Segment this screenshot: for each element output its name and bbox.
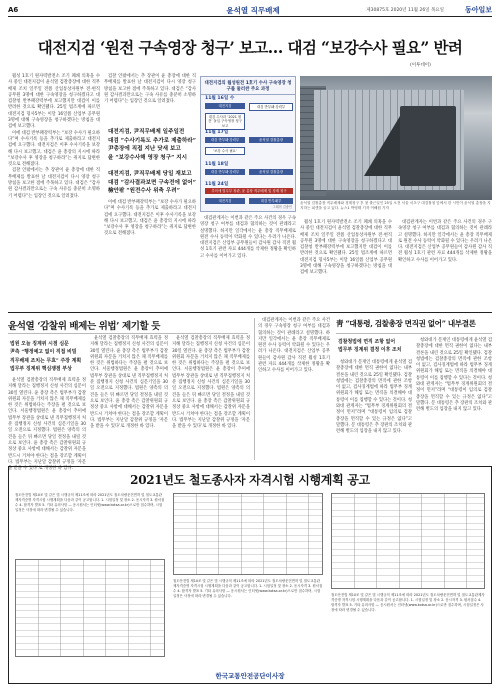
pull-quote: 대검 “감사결과보면 구속전에 없어” xyxy=(108,179,196,186)
ad-table-3 xyxy=(331,493,485,589)
ad-text-block: 철도안전법 제10조 및 같은 법 시행규칙 제11조에 따라 2021년도 철도차량운전면허 및 철도교통관제자격증명 자격시험 시행계획을 다음과 같이 공고합니다. 1. 시험일정 및 장소 2. 응시자격 3. 원서접수 4. 합격자 발표 5. 기타 유의사항 — 응시원서는 인터넷(www.kotsa.or.kr)으로만 접수하며, 시험일정은 사정에 따라 변경될 수 있습니다. xyxy=(15,493,165,512)
left-story-pull-quotes xyxy=(10,340,92,374)
graphic-box: 추미애 법무부 장관, 윤 총장 직무배제 및 징계 청구 xyxy=(205,188,293,194)
pull-quote: 법무부 징계위 핵심쟁점 부상 xyxy=(10,366,72,373)
issue-line: 제30875호 2020년 11월 26일 목요일 xyxy=(366,8,444,13)
page-number: A6 xyxy=(8,6,19,14)
pull-quote: 윤 “보강수사해 영장 청구” 지시 xyxy=(108,154,188,161)
ad-table-2 xyxy=(173,493,323,575)
top-story-col-5 xyxy=(398,220,492,308)
graphic-box: 대검 반부패부 xyxy=(249,198,293,204)
pull-quote-block-2 xyxy=(108,170,200,196)
right-story-col2-text: 청와대가 문재인 대통령에게 윤석열 검찰총장에 대한 면직 권한이 없다는 내부 결론을 내린 것으로 25일 확인됐다. 검찰청법에는 검찰총장의 면직에 관한 조항이 없고, 검사징계법에 따라 법무부 징계위원회가 해임 또는 면직을 의결해야 대통령이 이를 집행할 수 있다는 것이다. 청와대 관계자는 “법무부 징계위원회의 결정이 먼저”라며 “대통령이 임의로 검찰총장을 면직할 수 있는 규정은 없다”고 말했다. 문 대통령은 추 장관의 조치와 관련해 별도의 입장을 내지 않고 있다. xyxy=(416,338,492,413)
pull-quote: 尹측 “행정예고 없이 직접 비밀 xyxy=(10,349,77,356)
ad-table-1 xyxy=(15,559,165,657)
page-header xyxy=(8,5,492,17)
section-divider xyxy=(8,312,492,313)
ad-text-block-2: 철도안전법 제10조 및 같은 법 시행규칙 제11조에 따라 2021년도 철도차량운전면허 및 철도교통관제자격증명 자격시험 시행계획을 다음과 같이 공고합니다. 1. 시험일정 및 장소 2. 응시자격 3. 원서접수 4. 합격자 발표 5. 기타 유의사항 — 응시원서는 인터넷(www.kotsa.or.kr)으로만 접수하며, 시험일정은 사정에 따라 변경될 수 있습니다. xyxy=(173,579,323,598)
graphic-box: 대검 반부패·강력부 xyxy=(205,169,245,175)
left-story-col2-text: 윤석열 검찰총장의 직무배제 효력을 정지해 달라는 집행정지 신청 사건의 심문이 30일 열린다. 윤 총장 측은 법무부가 감찰위원회 자문을 거치지 않은 채 직무배제를 한 것은 위법하다는 주장을 펼 것으로 보인다. 서울행정법원은 윤 총장이 추미애 법무부 장관을 상대로 낸 직무집행정지 처분 집행정지 신청 사건의 심문기일을 30일 오전으로 지정했다. 법원은 양측의 의견을 들은 뒤 빠르면 당일 결정을 내릴 것으로 보인다. 윤 총장 측은 감찰위원회 규정상 중요 사항에 대해서는 감찰위 자문을 반드시 거쳐야 한다는 점을 강조할 계획이다. 법무부는 지난달 감찰위 규정을 ‘자문을 받을 수 있다’로 개정한 바 있다. xyxy=(90,336,168,430)
top-story-col-2 xyxy=(104,74,196,120)
right-story-headline: 靑 “대통령, 검찰총장 면직권 없어” 내부결론 xyxy=(336,319,476,328)
graphic-box: 윤석열 검찰총장 xyxy=(249,137,293,143)
pull-quote-block-1 xyxy=(108,128,200,162)
right-story-col-2 xyxy=(416,338,492,460)
pull-quote: 법무부 징계위 결정 이후 조치 xyxy=(338,347,402,354)
right-story-col-1 xyxy=(336,360,412,460)
graphic-box: 대전지검 xyxy=(205,103,245,109)
pull-quote: 대검 “수사기록도 추가로 제출하라” xyxy=(108,137,196,144)
graphic-box: ‘보강 수사 필요’ xyxy=(205,147,245,155)
news-photo xyxy=(300,76,492,200)
graphic-box: 대검 반부패·강력부 xyxy=(249,103,293,111)
left-story-col3-text: 윤석열 검찰총장의 직무배제 효력을 정지해 달라는 집행정지 신청 사건의 심문이 30일 열린다. 윤 총장 측은 법무부가 감찰위원회 자문을 거치지 않은 채 직무배제를 한 것은 위법하다는 주장을 펼 것으로 보인다. 서울행정법원은 윤 총장이 추미애 법무부 장관을 상대로 낸 직무집행정지 처분 집행정지 신청 사건의 심문기일을 30일 오전으로 지정했다. 법원은 양측의 의견을 들은 뒤 빠르면 당일 결정을 내릴 것으로 보인다. 윤 총장 측은 감찰위원회 규정상 중요 사항에 대해서는 감찰위 자문을 반드시 거쳐야 한다는 점을 강조할 계획이다. 법무부는 지난달 감찰위 규정을 ‘자문을 받을 수 있다’로 개정한 바 있다. xyxy=(172,336,250,430)
column-divider xyxy=(254,318,255,460)
graphic-title: 대전지검의 월성원전 1호기 수사 구속영장 청구를 둘러싼 주요 과정 xyxy=(201,77,295,95)
section-title: 윤석열 직무배제 xyxy=(226,6,280,15)
ad-footer: 한국교통안전공단이사장 xyxy=(215,672,285,680)
graphic-credit: 그래픽 김충민 xyxy=(272,205,292,209)
top-story-paragraph-2: 이에 대검 반부패강력부는 “보강 수사가 필요하다”며 수사기록 등을 추가로 제출하라고 대전지검에 요구했다. 대전지검은 이후 수사기록을 보강해 다시 보고했고, 대검은 윤 총장의 지시에 따라 “보강수사 후 영장을 청구하라”는 취지로 답변한 것으로 전해졌다. xyxy=(8,130,100,168)
top-story-col-4 xyxy=(300,220,392,308)
main-headline: 대전지검 ‘원전 구속영장 청구’ 보고… 대검 “보강수사 필요” 반려 xyxy=(37,38,463,57)
paper-name: 동아일보 xyxy=(464,6,492,14)
left-story-col-3 xyxy=(172,336,250,460)
graphic-date: 11월 18일 xyxy=(205,162,229,167)
pull-quote: 대전지검, 尹직무배제 일주일전 xyxy=(108,129,185,135)
left-story-col-1 xyxy=(8,378,86,472)
top-story-col2b-text: 이에 대검 반부패강력부는 “보강 수사가 필요하다”며 수사기록 등을 추가로 제출하라고 대전지검에 요구했다. 대전지검은 이후 수사기록을 보강해 다시 보고했고, 대검은 윤 총장의 지시에 따라 “보강수사 후 영장을 청구하라”는 취지로 답변한 것으로 전해졌다. xyxy=(104,200,196,237)
graphic-box: 윤석열 검찰총장 xyxy=(249,169,293,175)
left-story-col1-text: 윤석열 검찰총장의 직무배제 효력을 정지해 달라는 집행정지 신청 사건의 심문이 30일 열린다. 윤 총장 측은 법무부가 감찰위원회 자문을 거치지 않은 채 직무배제를 한 것은 위법하다는 주장을 펼 것으로 보인다. 서울행정법원은 윤 총장이 추미애 법무부 장관을 상대로 낸 직무집행정지 처분 집행정지 신청 사건의 심문기일을 30일 오전으로 지정했다. 법원은 양측의 의견을 들은 뒤 빠르면 당일 결정을 내릴 것으로 보인다. 윤 총장 측은 감찰위원회 규정상 중요 사항에 대해서는 감찰위 자문을 반드시 거쳐야 한다는 점을 강조할 계획이다. 법무부는 지난달 감찰위 규정을 ‘자문을 받을 수 있다’로 개정한 바 있다. xyxy=(8,378,86,472)
process-graphic xyxy=(200,76,296,212)
photo-sign xyxy=(400,106,456,186)
photo-caption: 윤석열 검찰총장 직무배제와 징계청구 후 첫 출근일인 25일 오전 서울 서초구 대검찰청 앞에서 한 시민이 윤석열 총장을 지지하는 피켓을 들고 있다. 뉴스1 박영태 기자 이해원 기자 xyxy=(300,201,491,210)
left-story-headline: 윤석열 ‘감찰위 배제는 위법’ 제기할 듯 xyxy=(8,321,161,332)
pull-quote: 尹총장에 직접 지난 닷새 보고 xyxy=(108,146,181,153)
top-story-paragraph-3: 검찰 안팎에서는 추 장관이 윤 총장에 대한 직무배제를 발표한 날 대전지검이 다시 영장 청구 방침을 보고한 점에 주목하고 있다. 대검은 “감사원 감사결과만으로는 구속 사유를 충분히 소명하기 어렵다”는 입장인 것으로 알려졌다. xyxy=(8,168,100,199)
graphic-box: 대검 반부패·강력부 xyxy=(205,137,245,143)
left-story-col-2 xyxy=(90,336,168,460)
main-byline: (이투데이) xyxy=(410,63,431,68)
top-story-col-2b xyxy=(104,200,196,304)
pull-quote: 직무배제 조치는 무효” 주장 계획 xyxy=(10,357,82,364)
top-story-col5-text: 대검관계자는 이번과 같은 주요 사건의 경우 구속영장 청구 여부를 대검과 협의하는 것이 관례라고 설명했다. 하지만 일각에서는 윤 총장 직무배제로 원전 수사 동력이 약화될 수 있다는 우려가 나온다. 대전지검은 산업부 공무원들이 감사원 감사 직전 월성 1호기 관련 자료 444개를 삭제한 정황을 확인하고 수사를 이어가고 있다. xyxy=(398,220,492,263)
top-story-col2-text: 검찰 안팎에서는 추 장관이 윤 총장에 대한 직무배제를 발표한 날 대전지검이 다시 영장 청구 방침을 보고한 점에 주목하고 있다. 대검은 “감사원 감사결과만으로는 구속 사유를 충분히 소명하기 어렵다”는 입장인 것으로 알려졌다. xyxy=(104,74,196,105)
top-story-paragraph-1: 월성 1호기 원자력발전소 조기 폐쇄 의혹을 수사 중인 대전지검이 윤석열 검찰총장에 대한 직무배제 조치 일주일 전쯤 산업통상자원부 전·현직 공무원 3명에 대한 구속영장을 청구하겠다고 대검찰청 반부패강력부에 보고했지만 대검이 이를 반려한 것으로 확인됐다. 25일 법조계에 따르면 대전지검 형사5부는 이달 16일쯤 산업부 공무원 3명에 대해 구속영장을 청구하겠다는 방침을 대검에 보고했다. xyxy=(8,74,100,130)
right-story-col1-text: 청와대가 문재인 대통령에게 윤석열 검찰총장에 대한 면직 권한이 없다는 내부 결론을 내린 것으로 25일 확인됐다. 검찰청법에는 검찰총장의 면직에 관한 조항이 없고, 검사징계법에 따라 법무부 징계위원회가 해임 또는 면직을 의결해야 대통령이 이를 집행할 수 있다는 것이다. 청와대 관계자는 “법무부 징계위원회의 결정이 먼저”라며 “대통령이 임의로 검찰총장을 면직할 수 있는 규정은 없다”고 말했다. 문 대통령은 추 장관의 조치와 관련해 별도의 입장을 내지 않고 있다. xyxy=(336,360,412,435)
pull-quote: 대전지검, 尹직무배제 당일 재보고 xyxy=(108,171,192,177)
right-story-pull-quotes xyxy=(338,338,412,355)
graphic-date: 11월 24일 xyxy=(205,182,229,187)
graphic-box: 대전지검 xyxy=(205,198,245,204)
ad-title: 2021년도 철도종사자 자격시험 시행계획 공고 xyxy=(130,473,370,487)
graphic-date: 11월 17일 xyxy=(205,130,229,135)
pull-quote: 법원 오늘 징계위 시점 심문 xyxy=(10,341,69,347)
graphic-date: 11월 16일 수 xyxy=(205,96,235,101)
top-story-col3-text: 대검관계자는 이번과 같은 주요 사건의 경우 구속영장 청구 여부를 대검과 협의하는 것이 관례라고 설명했다. 하지만 일각에서는 윤 총장 직무배제로 원전 수사 동력이 약화될 수 있다는 우려가 나온다. 대전지검은 산업부 공무원들이 감사원 감사 직전 월성 1호기 관련 자료 444개를 삭제한 정황을 확인하고 수사를 이어가고 있다. xyxy=(200,216,296,259)
continued-col xyxy=(258,318,330,460)
top-story-col-1 xyxy=(8,74,100,304)
left-story-rule xyxy=(8,333,248,334)
right-story-rule xyxy=(336,333,492,334)
graphic-box: 대검 수사과 ‘2021 원전’ 돌입 구속영장 청구 보고 xyxy=(205,113,245,130)
continued-col-text: 대검관계자는 이번과 같은 주요 사건의 경우 구속영장 청구 여부를 대검과 협의하는 것이 관례라고 설명했다. 하지만 일각에서는 윤 총장 직무배제로 원전 수사 동력이 약화될 수 있다는 우려가 나온다. 대전지검은 산업부 공무원들이 감사원 감사 직전 월성 1호기 관련 자료 444개를 삭제한 정황을 확인하고 수사를 이어가고 있다. xyxy=(258,318,330,374)
public-notice-ad xyxy=(8,466,492,684)
pull-quote: 檢안팎 “원전수사 위축 우려” xyxy=(108,188,180,195)
top-story-col4-text: 월성 1호기 원자력발전소 조기 폐쇄 의혹을 수사 중인 대전지검이 윤석열 검찰총장에 대한 직무배제 조치 일주일 전쯤 산업통상자원부 전·현직 공무원 3명에 대한 구속영장을 청구하겠다고 대검찰청 반부패강력부에 보고했지만 대검이 이를 반려한 것으로 확인됐다. 25일 법조계에 따르면 대전지검 형사5부는 이달 16일쯤 산업부 공무원 3명에 대해 구속영장을 청구하겠다는 방침을 대검에 보고했다. xyxy=(300,220,392,276)
ad-text-block-3: 철도안전법 제10조 및 같은 법 시행규칙 제11조에 따라 2021년도 철도차량운전면허 및 철도교통관제자격증명 자격시험 시행계획을 다음과 같이 공고합니다. 1. 시험일정 및 장소 2. 응시자격 3. 원서접수 4. 합격자 발표 5. 기타 유의사항 — 응시원서는 인터넷(www.kotsa.or.kr)으로만 접수하며, 시험일정은 사정에 따라 변경될 수 있습니다. xyxy=(331,593,485,612)
pull-quote: 검찰청법에 면직 조항 없어 xyxy=(338,339,396,345)
top-story-col-3 xyxy=(200,216,296,308)
